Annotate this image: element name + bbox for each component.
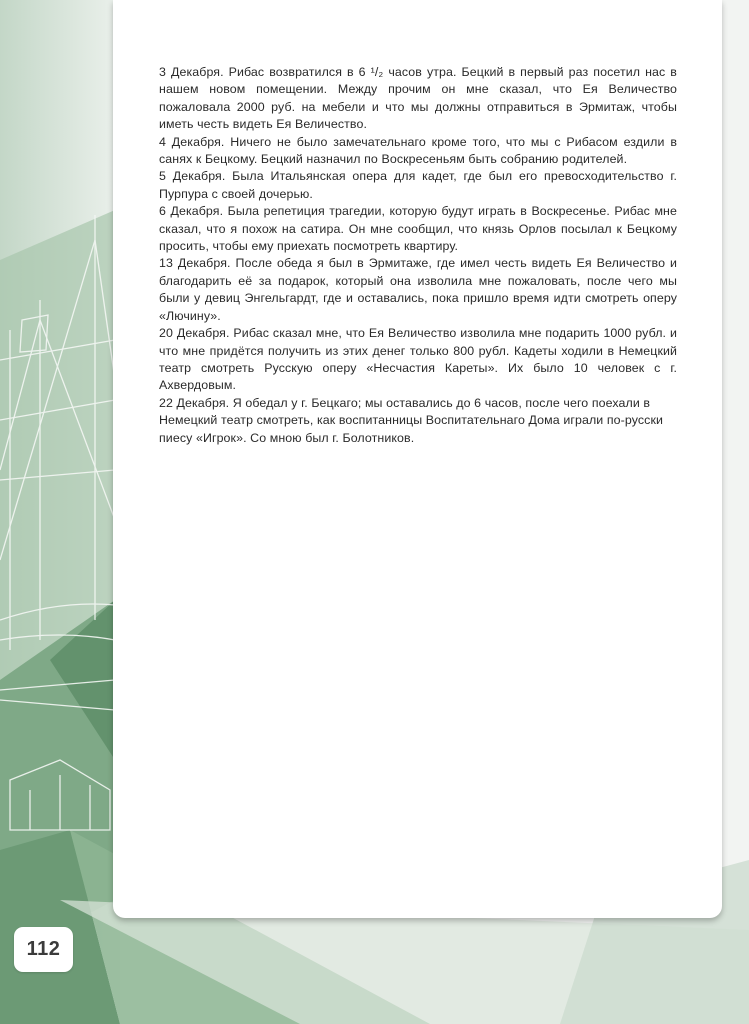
entry-13-december: 13 Декабря. После обеда я был в Эрмитаже, где имел честь видеть Ея Величество и благодарить её за подарок, который она изволила мне пожаловать, после чего мы были у девиц Энгельгардт, где и оставались, пока пришло время идти смотреть оперу «Лючину». [159,256,678,323]
page-number-badge [14,927,73,972]
page-number: 112 [26,938,61,960]
entry-5-december: 5 Декабря. Была Итальянская опера для кадет, где был его превосходительство г. Пурпура с своей дочерью. [159,169,677,201]
entry-3-december: 3 Декабря. Рибас возвратился в 6 ¹/₂ часов утра. Бецкий в первый раз посетил нас в нашем новом помещении. Между прочим он мне сказал, что Ея Величество пожаловала 2000 руб. на мебели и что мы должны отправиться в Эрмитаж, чтобы иметь честь видеть Ея Величество. [159,65,677,132]
entry-6-december: 6 Декабря. Была репетиция трагедии, которую будут играть в Воскресенье. Рибас мне сказал, что я похож на сатира. Он мне сообщил, что князь Орлов посылал к Бецкому просить, чтобы ему приехать посмотреть квартиру. [159,204,677,254]
entry-20-december: 20 Декабря. Рибас сказал мне, что Ея Величество изволила мне подарить 1000 рубл. и что мне придётся получить из этих денег только 800 рубл. Кадеты ходили в Немецкий театр смотреть Русскую оперу «Несчастия Кареты». Их было 10 человек с г. Ахвердовым. [159,326,678,393]
entry-22-december: 22 Декабря. Я обедал у г. Бецкаго; мы оставались до 6 часов, после чего поехали в Немецкий театр смотреть, как воспитанницы Воспитательнаго Дома играли по-русски пиесу «Игрок». Со мною был г. Болотников. [159,395,664,445]
entry-4-december: 4 Декабря. Ничего не было замечательнаго кроме того, что мы с Рибасом ездили в санях к Бецкому. Бецкий назначил по Воскресеньям быть собранию родителей. [159,134,677,167]
diary-text [159,64,677,447]
